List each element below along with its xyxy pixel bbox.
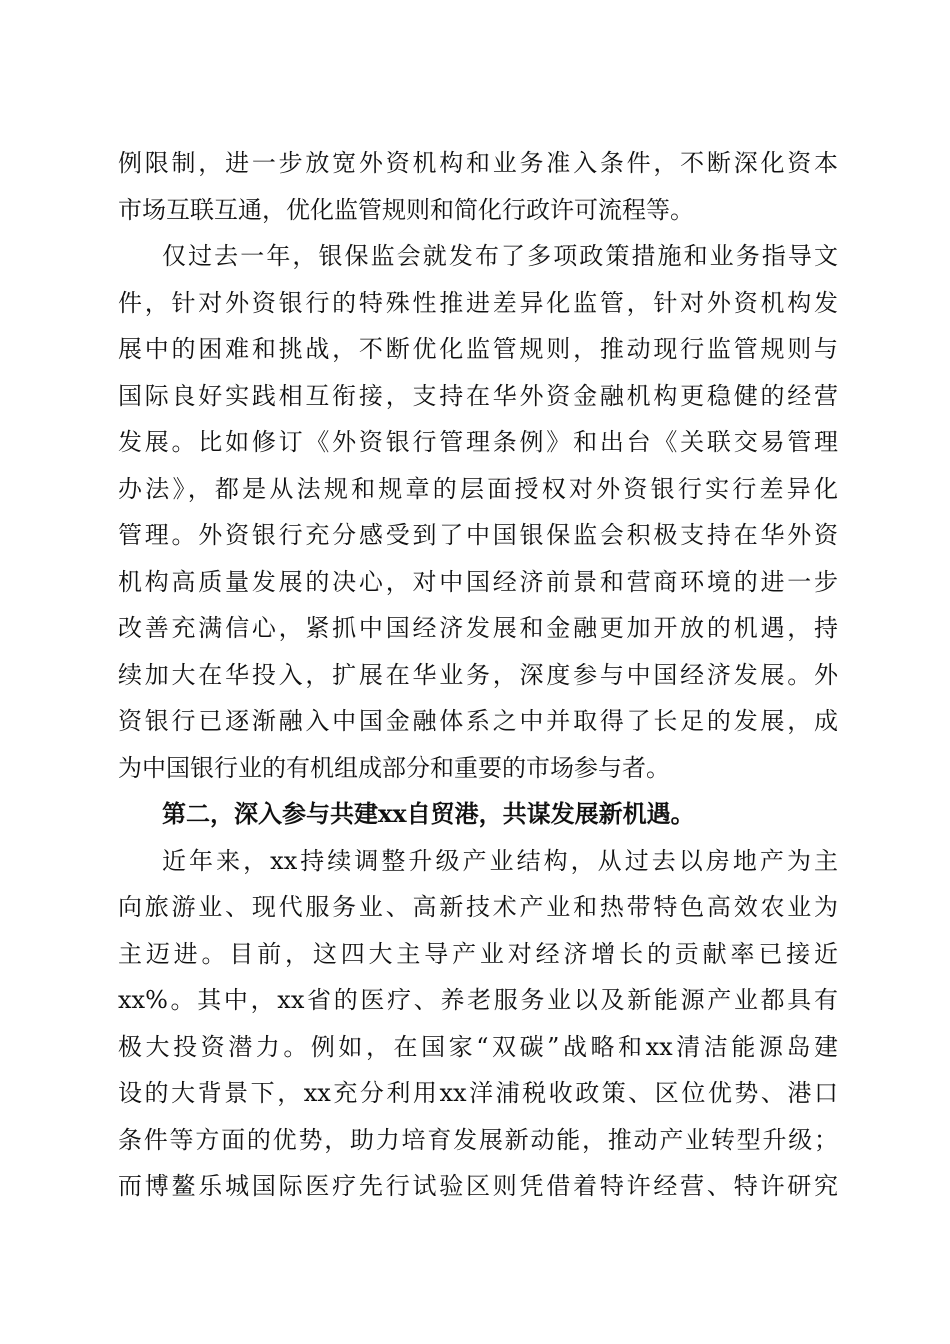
text-line: 发展。比如修订《外资银行管理条例》和出台《关联交易管理 xyxy=(118,428,838,456)
text-line: 资银行已逐渐融入中国金融体系之中并取得了长足的发展，成 xyxy=(118,707,838,735)
paragraph-start-line: 近年来，xx持续调整升级产业结构，从过去以房地产为主 xyxy=(162,846,838,875)
body-text xyxy=(118,140,838,1210)
text-line: 极大投资潜力。例如，在国家“双碳”战略和xx清洁能源岛建 xyxy=(118,1032,838,1061)
text-line: 机构高质量发展的决心，对中国经济前景和营商环境的进一步 xyxy=(118,567,838,596)
paragraph-start-line: 仅过去一年，银保监会就发布了多项政策措施和业务指导文 xyxy=(162,242,838,270)
text-line: xx%。其中，xx省的医疗、养老服务业以及新能源产业都具有 xyxy=(118,986,838,1014)
text-line: 件，针对外资银行的特殊性推进差异化监管，针对外资机构发 xyxy=(118,288,838,317)
text-line: 例限制，进一步放宽外资机构和业务准入条件，不断深化资本 xyxy=(118,149,838,177)
text-line: 市场互联互通，优化监管规则和简化行政许可流程等。 xyxy=(118,195,694,224)
text-line: 而博鳌乐城国际医疗先行试验区则凭借着特许经营、特许研究 xyxy=(118,1172,838,1200)
text-line: 国际良好实践相互衔接，支持在华外资金融机构更稳健的经营 xyxy=(118,381,838,410)
section-heading: 第二，深入参与共建xx自贸港，共谋发展新机遇。 xyxy=(162,799,695,828)
text-line: 条件等方面的优势，助力培育发展新动能，推动产业转型升级； xyxy=(118,1125,838,1154)
text-line: 办法》，都是从法规和规章的层面授权对外资银行实行差异化 xyxy=(118,474,838,503)
text-line: 向旅游业、现代服务业、高新技术产业和热带特色高效农业为 xyxy=(118,893,838,921)
text-line: 续加大在华投入，扩展在华业务，深度参与中国经济发展。外 xyxy=(118,660,838,689)
text-line: 设的大背景下，xx充分利用xx洋浦税收政策、区位优势、港口 xyxy=(118,1079,838,1107)
text-line: 主迈进。目前，这四大主导产业对经济增长的贡献率已接近 xyxy=(118,939,838,968)
text-line: 展中的困难和挑战，不断优化监管规则，推动现行监管规则与 xyxy=(118,335,838,363)
text-line: 为中国银行业的有机组成部分和重要的市场参与者。 xyxy=(118,753,670,782)
text-line: 管理。外资银行充分感受到了中国银保监会积极支持在华外资 xyxy=(118,521,838,549)
text-line: 改善充满信心，紧抓中国经济发展和金融更加开放的机遇，持 xyxy=(118,614,838,642)
